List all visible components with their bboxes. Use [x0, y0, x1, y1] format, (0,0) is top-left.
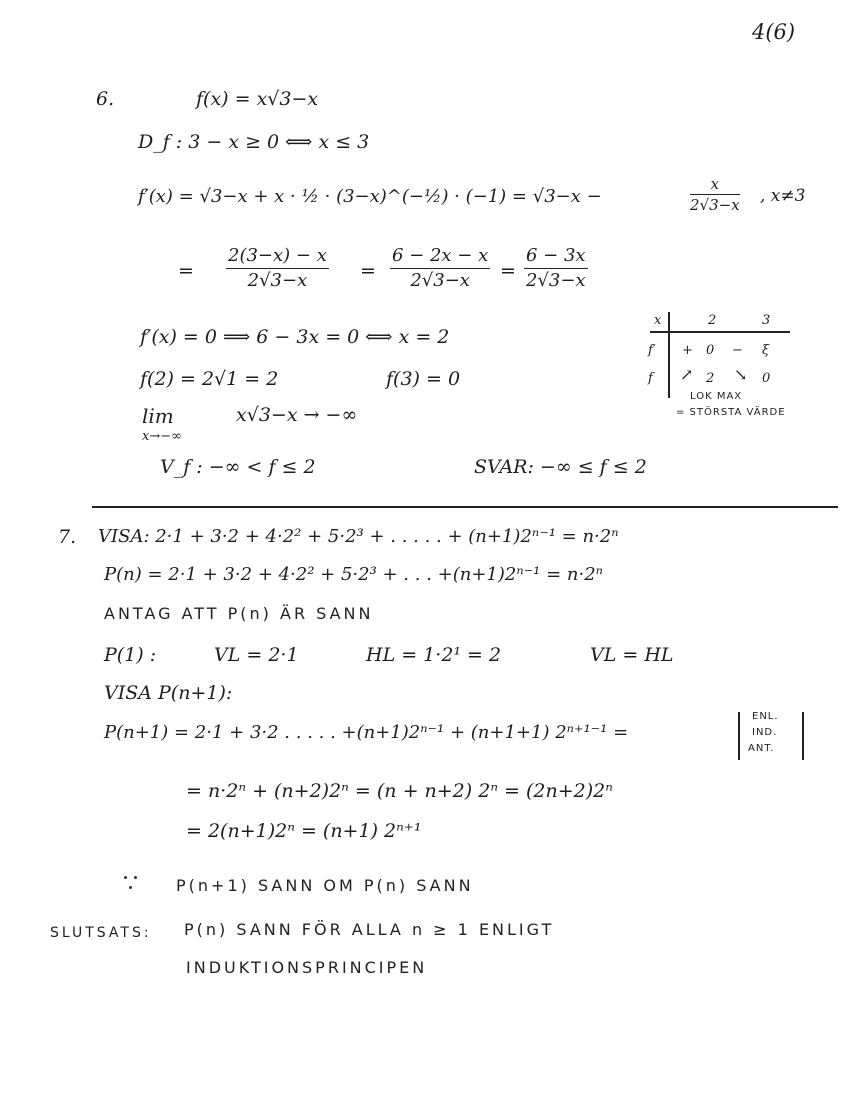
base-case-equality: VL = HL: [590, 644, 674, 666]
simplify-equals-2: =: [360, 260, 376, 282]
inductive-conclusion: P(n+1) SANN OM P(n) SANN: [176, 876, 474, 895]
induction-note-2: IND.: [752, 727, 778, 738]
note-bracket-left: [738, 712, 740, 760]
local-max-note: LOK MAX: [690, 391, 743, 402]
induction-step-1: P(n+1) = 2·1 + 3·2 . . . . . +(n+1)2ⁿ⁻¹ + (n+1+1) 2ⁿ⁺¹⁻¹ =: [104, 722, 629, 743]
derivative-condition: , x≠3: [760, 186, 806, 206]
derivative-line: f′(x) = √3−x + x · ½ · (3−x)^(−½) · (−1) = √3−x −: [138, 186, 602, 207]
conclusion-label: SLUTSATS:: [50, 925, 152, 941]
simplify-equals-3: =: [500, 260, 516, 282]
induction-note-3: ANT.: [748, 743, 775, 754]
sign-table-x-value: 2: [708, 313, 717, 328]
induction-note-1: ENL.: [752, 711, 779, 722]
problem-7-label: 7.: [58, 526, 77, 548]
decreasing-arrow-icon: ↘: [734, 365, 748, 384]
simplify-fraction-2: [390, 246, 490, 291]
simplify-fraction-3-denominator: 2√3−x: [525, 269, 586, 291]
sign-table-fprime-label: f′: [648, 343, 656, 358]
derivative-fraction-denominator: 2√3−x: [690, 196, 740, 215]
base-case-left-side: VL = 2·1: [214, 644, 299, 666]
induction-step-3: = 2(n+1)2ⁿ = (n+1) 2ⁿ⁺¹: [186, 820, 422, 842]
sign-table-f-label: f: [648, 371, 653, 386]
section-divider: [92, 506, 838, 508]
derivative-fraction-numerator: x: [690, 176, 740, 195]
largest-value-note: = STÖRSTA VÄRDE: [676, 407, 786, 418]
problem-6-label: 6.: [96, 88, 115, 110]
pn-definition: P(n) = 2·1 + 3·2 + 4·2² + 5·2³ + . . . +(n+1)2ⁿ⁻¹ = n·2ⁿ: [104, 564, 603, 585]
simplify-fraction-3-numerator: 6 − 3x: [524, 246, 588, 269]
range-line: V_f : −∞ < f ≤ 2: [160, 456, 316, 478]
simplify-equals-1: =: [178, 260, 194, 282]
page-number: 4(6): [752, 20, 796, 44]
sign-table-fprime-value: −: [732, 343, 743, 358]
simplify-fraction-1-numerator: 2(3−x) − x: [226, 246, 329, 269]
sign-table-vertical-rule: [668, 312, 670, 398]
assumption-line: ANTAG ATT P(n) ÄR SANN: [104, 604, 374, 623]
sign-table-x-label: x: [654, 313, 662, 328]
simplify-fraction-1: [226, 246, 329, 291]
domain-line: D_f : 3 − x ≥ 0 ⟺ x ≤ 3: [138, 131, 370, 153]
simplify-fraction-2-numerator: 6 − 2x − x: [390, 246, 490, 269]
induction-step-label: VISA P(n+1):: [104, 682, 233, 704]
function-definition: f(x) = x√3−x: [196, 88, 319, 110]
sign-table-fprime-value: +: [682, 343, 693, 358]
simplify-fraction-2-denominator: 2√3−x: [410, 269, 470, 291]
sign-table-header-rule: [650, 331, 790, 333]
answer-line: SVAR: −∞ ≤ f ≤ 2: [474, 456, 647, 478]
sign-table-fprime-value: ξ: [762, 343, 770, 358]
limit-expression: x√3−x → −∞: [236, 404, 358, 426]
conclusion-line: P(n) SANN FÖR ALLA n ≥ 1 ENLIGT: [184, 920, 555, 939]
sign-table-f-value: 0: [762, 371, 771, 386]
increasing-arrow-icon: ↗: [680, 365, 694, 384]
simplify-fraction-3: [524, 246, 588, 291]
critical-point-line: f′(x) = 0 ⟹ 6 − 3x = 0 ⟺ x = 2: [140, 326, 450, 348]
f-of-2: f(2) = 2√1 = 2: [140, 368, 279, 390]
base-case-right-side: HL = 1·2¹ = 2: [366, 644, 502, 666]
simplify-fraction-1-denominator: 2√3−x: [247, 269, 308, 291]
statement-line: VISA: 2·1 + 3·2 + 4·2² + 5·2³ + . . . . . + (n+1)2ⁿ⁻¹ = n·2ⁿ: [98, 526, 619, 547]
note-bracket-right: [802, 712, 804, 760]
sign-table-f-value: 2: [706, 371, 715, 386]
induction-step-2: = n·2ⁿ + (n+2)2ⁿ = (n + n+2) 2ⁿ = (2n+2)2ⁿ: [186, 780, 613, 802]
limit-subscript: x→−∞: [142, 429, 182, 444]
base-case-label: P(1) :: [104, 644, 157, 666]
f-of-3: f(3) = 0: [386, 368, 461, 390]
sign-table-fprime-value: 0: [706, 343, 715, 358]
derivative-fraction: [690, 176, 740, 215]
conclusion-line-2: INDUKTIONSPRINCIPEN: [186, 958, 428, 977]
limit-word: lim: [142, 404, 174, 428]
sign-table-x-value: 3: [762, 313, 771, 328]
